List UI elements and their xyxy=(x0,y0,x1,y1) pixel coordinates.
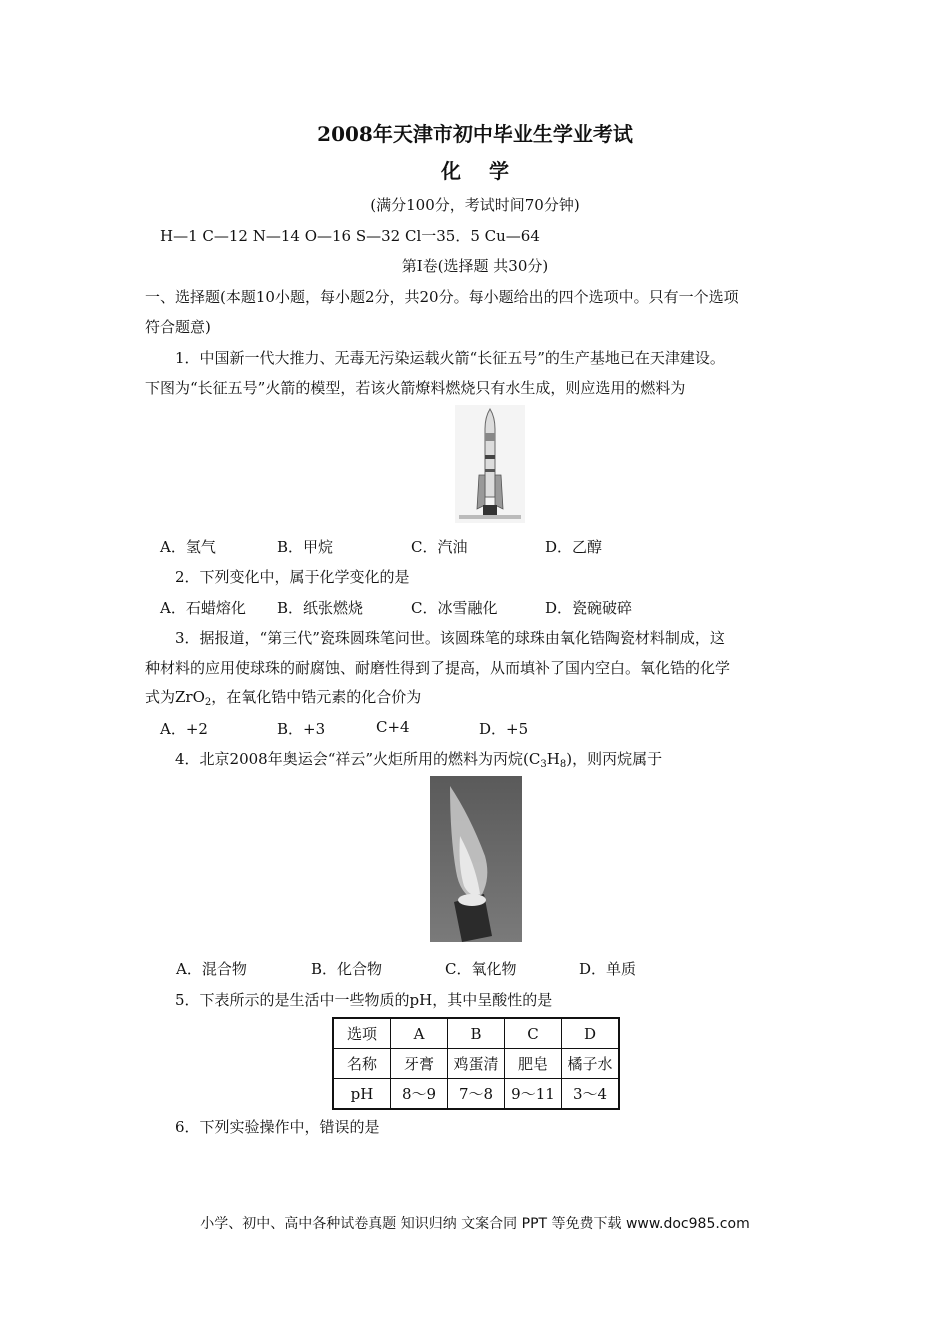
q4-stem: 4．北京2008年奥运会“祥云”火炬所用的燃料为丙烷$(C_3H_8)$，则丙烷属于 xyxy=(175,750,663,770)
table-cell: C xyxy=(505,1018,562,1049)
q1-option-c[interactable]: C．汽油 xyxy=(411,538,468,556)
section-intro-line1: 一、选择题(本题10小题，每小题2分，共20分。每小题给出的四个选项中。只有一个选项 xyxy=(145,288,739,306)
section-intro-line2: 符合题意) xyxy=(145,318,211,336)
q3-stem-line3: 式为ZrO$_2$，在氧化锆中锆元素的化合价为 xyxy=(145,688,422,708)
table-row xyxy=(333,1018,619,1049)
table-cell: 7～8 xyxy=(448,1079,505,1110)
table-cell: 3～4 xyxy=(562,1079,620,1110)
table-row xyxy=(333,1049,619,1079)
q3-stem-line1: 3．据报道，“第三代”瓷珠圆珠笔问世。该圆珠笔的球珠由氧化锆陶瓷材料制成，这 xyxy=(175,629,725,647)
table-cell: 9～11 xyxy=(505,1079,562,1110)
q3-option-b[interactable]: B．+3 xyxy=(277,720,326,738)
q3-option-d[interactable]: D．+5 xyxy=(479,720,529,738)
q1-stem-line1: 1．中国新一代大推力、无毒无污染运载火箭“长征五号”的生产基地已在天津建设。 xyxy=(175,349,725,367)
q2-option-c[interactable]: C．冰雪融化 xyxy=(411,599,498,617)
table-cell: D xyxy=(562,1018,620,1049)
table-row xyxy=(333,1079,619,1110)
table-cell: 8～9 xyxy=(391,1079,448,1110)
q4-option-c[interactable]: C．氧化物 xyxy=(445,960,517,978)
table-cell: 选项 xyxy=(333,1018,391,1049)
q3-option-c[interactable]: C+4 xyxy=(376,718,410,736)
q2-option-b[interactable]: B．纸张燃烧 xyxy=(277,599,364,617)
exam-title: 2008年天津市初中毕业生学业考试 xyxy=(317,122,633,146)
table-cell: 鸡蛋清 xyxy=(448,1049,505,1079)
part-title: 第Ⅰ卷(选择题 共30分) xyxy=(401,257,549,275)
torch-photo xyxy=(430,776,522,942)
q3-option-a[interactable]: A．+2 xyxy=(160,720,208,738)
q1-stem-line2: 下图为“长征五号”火箭的模型，若该火箭燎料燃烧只有水生成，则应选用的燃料为 xyxy=(145,379,686,397)
q4-option-d[interactable]: D．单质 xyxy=(579,960,637,978)
q6-stem: 6．下列实验操作中，错误的是 xyxy=(175,1118,380,1136)
q3-stem-line2: 种材料的应用使球珠的耐腐蚀、耐磨性得到了提高，从而填补了国内空白。氧化锆的化学 xyxy=(145,659,731,677)
q1-option-a[interactable]: A．氢气 xyxy=(160,538,216,556)
q5-stem: 5．下表所示的是生活中一些物质的pH，其中呈酸性的是 xyxy=(175,991,553,1009)
table-cell: 肥皂 xyxy=(505,1049,562,1079)
exam-info: (满分100分，考试时间70分钟) xyxy=(370,196,580,214)
table-cell: 橘子水 xyxy=(562,1049,620,1079)
ph-table xyxy=(332,1017,620,1110)
table-cell: 牙膏 xyxy=(391,1049,448,1079)
subject-title: 化学 xyxy=(441,159,537,183)
q1-option-d[interactable]: D．乙醇 xyxy=(545,538,603,556)
q4-option-a[interactable]: A．混合物 xyxy=(176,960,247,978)
rocket-model-photo xyxy=(455,405,525,523)
table-cell: pH xyxy=(333,1079,391,1110)
page-footer: 小学、初中、高中各种试卷真题 知识归纳 文案合同 PPT 等免费下载 www.doc985.com xyxy=(200,1216,750,1232)
atomic-masses: H—1 C—12 N—14 O—16 S—32 Cl一35．5 Cu—64 xyxy=(160,227,540,245)
table-cell: B xyxy=(448,1018,505,1049)
q1-option-b[interactable]: B．甲烷 xyxy=(277,538,334,556)
q4-option-b[interactable]: B．化合物 xyxy=(311,960,383,978)
q2-option-a[interactable]: A．石蜡熔化 xyxy=(160,599,246,617)
q2-option-d[interactable]: D．瓷碗破碎 xyxy=(545,599,633,617)
table-cell: 名称 xyxy=(333,1049,391,1079)
table-cell: A xyxy=(391,1018,448,1049)
q2-stem: 2．下列变化中，属于化学变化的是 xyxy=(175,568,410,586)
